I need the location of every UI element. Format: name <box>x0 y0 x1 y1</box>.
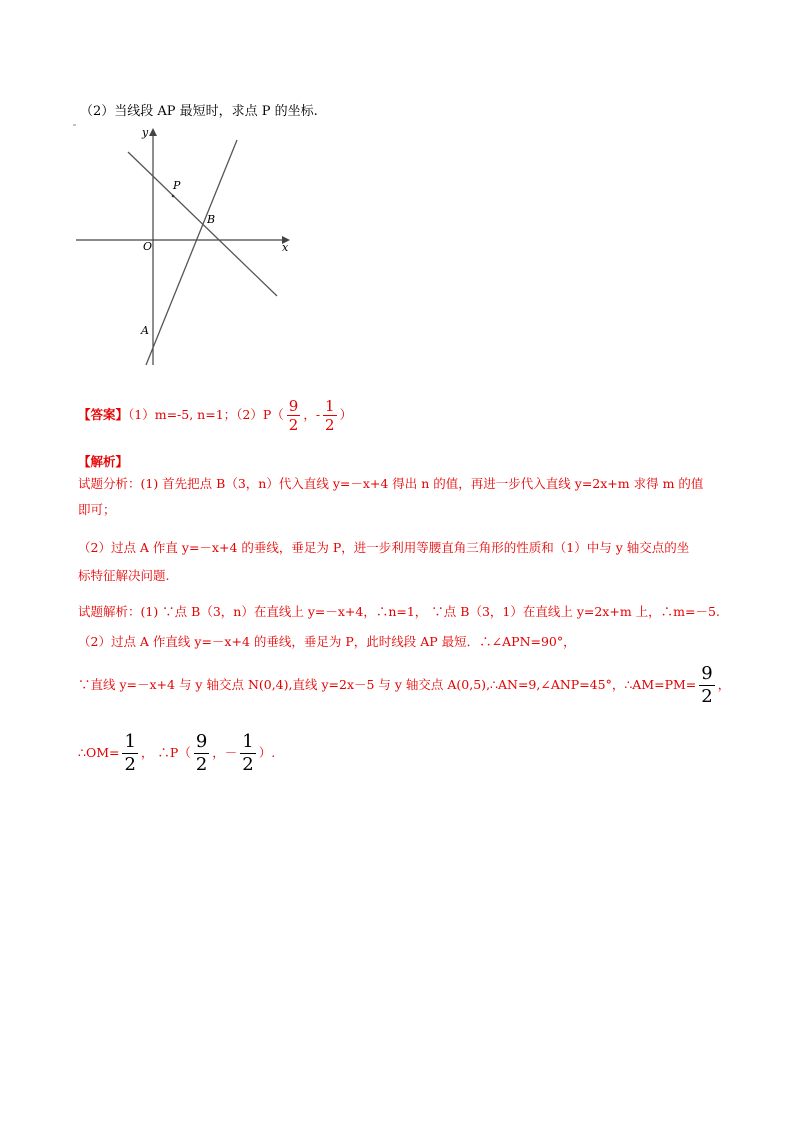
analysis-line-8: ∴OM= $\frac{1}{2}$ ， ∴P（ $\frac{9}{2}$ ，－ $\frac{1}{2}$ ）. <box>78 731 276 775</box>
am-fraction: $\frac{9}{2}$ <box>701 663 713 707</box>
analysis-line-4: 标特征解决问题. <box>78 568 170 583</box>
label-y: y <box>142 126 149 139</box>
answer-x-fraction: $\frac{9}{2}$ <box>288 397 299 434</box>
answer-line <box>78 397 352 434</box>
answer-y-fraction: $\frac{1}{2}$ <box>325 397 335 434</box>
analysis-line-1: 试题分析：(1) 首先把点 B（3，n）代入直线 y=－x+4 得出 n 的值，再进一步代入直线 y=2x+m 求得 m 的值 <box>78 476 704 491</box>
analysis-tag: 【解析】 <box>78 454 129 469</box>
label-p: P <box>173 179 181 192</box>
answer-sep: ，- <box>303 407 321 422</box>
answer-tag: 【答案】 <box>78 407 129 422</box>
label-a: A <box>141 324 149 337</box>
line-increasing <box>146 140 237 365</box>
analysis-line-2: 即可； <box>78 502 116 517</box>
coordinate-graph <box>70 120 300 375</box>
label-origin: O <box>143 240 153 253</box>
p-x-fraction: $\frac{9}{2}$ <box>195 731 208 775</box>
question-text: （2）当线段 AP 最短时，求点 P 的坐标. <box>80 104 318 119</box>
point-p-dot <box>172 195 175 198</box>
answer-close: ） <box>339 407 353 422</box>
analysis-line-6: （2）过点 A 作直线 y=－x+4 的垂线，垂足为 P，此时线段 AP 最短．∴∠APN=90°， <box>78 634 576 649</box>
answer-part1: （1）m=-5, n=1；（2）P（ <box>128 407 284 422</box>
analysis-line-7: ∵直线 y=－x+4 与 y 轴交点 N(0,4),直线 y=2x－5 与 y 轴交点 A(0,5),∴AN=9,∠ANP=45°，∴AM=PM= $\frac{9}{2}$ ， <box>78 663 731 707</box>
y-axis-arrow <box>149 128 157 136</box>
label-b: B <box>207 213 216 226</box>
analysis-line-5: 试题解析：(1) ∵点 B（3，n）在直线上 y=－x+4，∴n=1， ∵点 B（3，1）在直线上 y=2x+m 上，∴m=－5. <box>78 604 720 619</box>
om-fraction: $\frac{1}{2}$ <box>124 731 136 775</box>
label-x: x <box>282 241 289 254</box>
analysis-line-3: （2）过点 A 作直 y=－x+4 的垂线，垂足为 P，进一步利用等腰直角三角形的性质和（1）中与 y 轴交点的坐 <box>78 540 690 555</box>
p-y-fraction: $\frac{1}{2}$ <box>242 731 254 775</box>
